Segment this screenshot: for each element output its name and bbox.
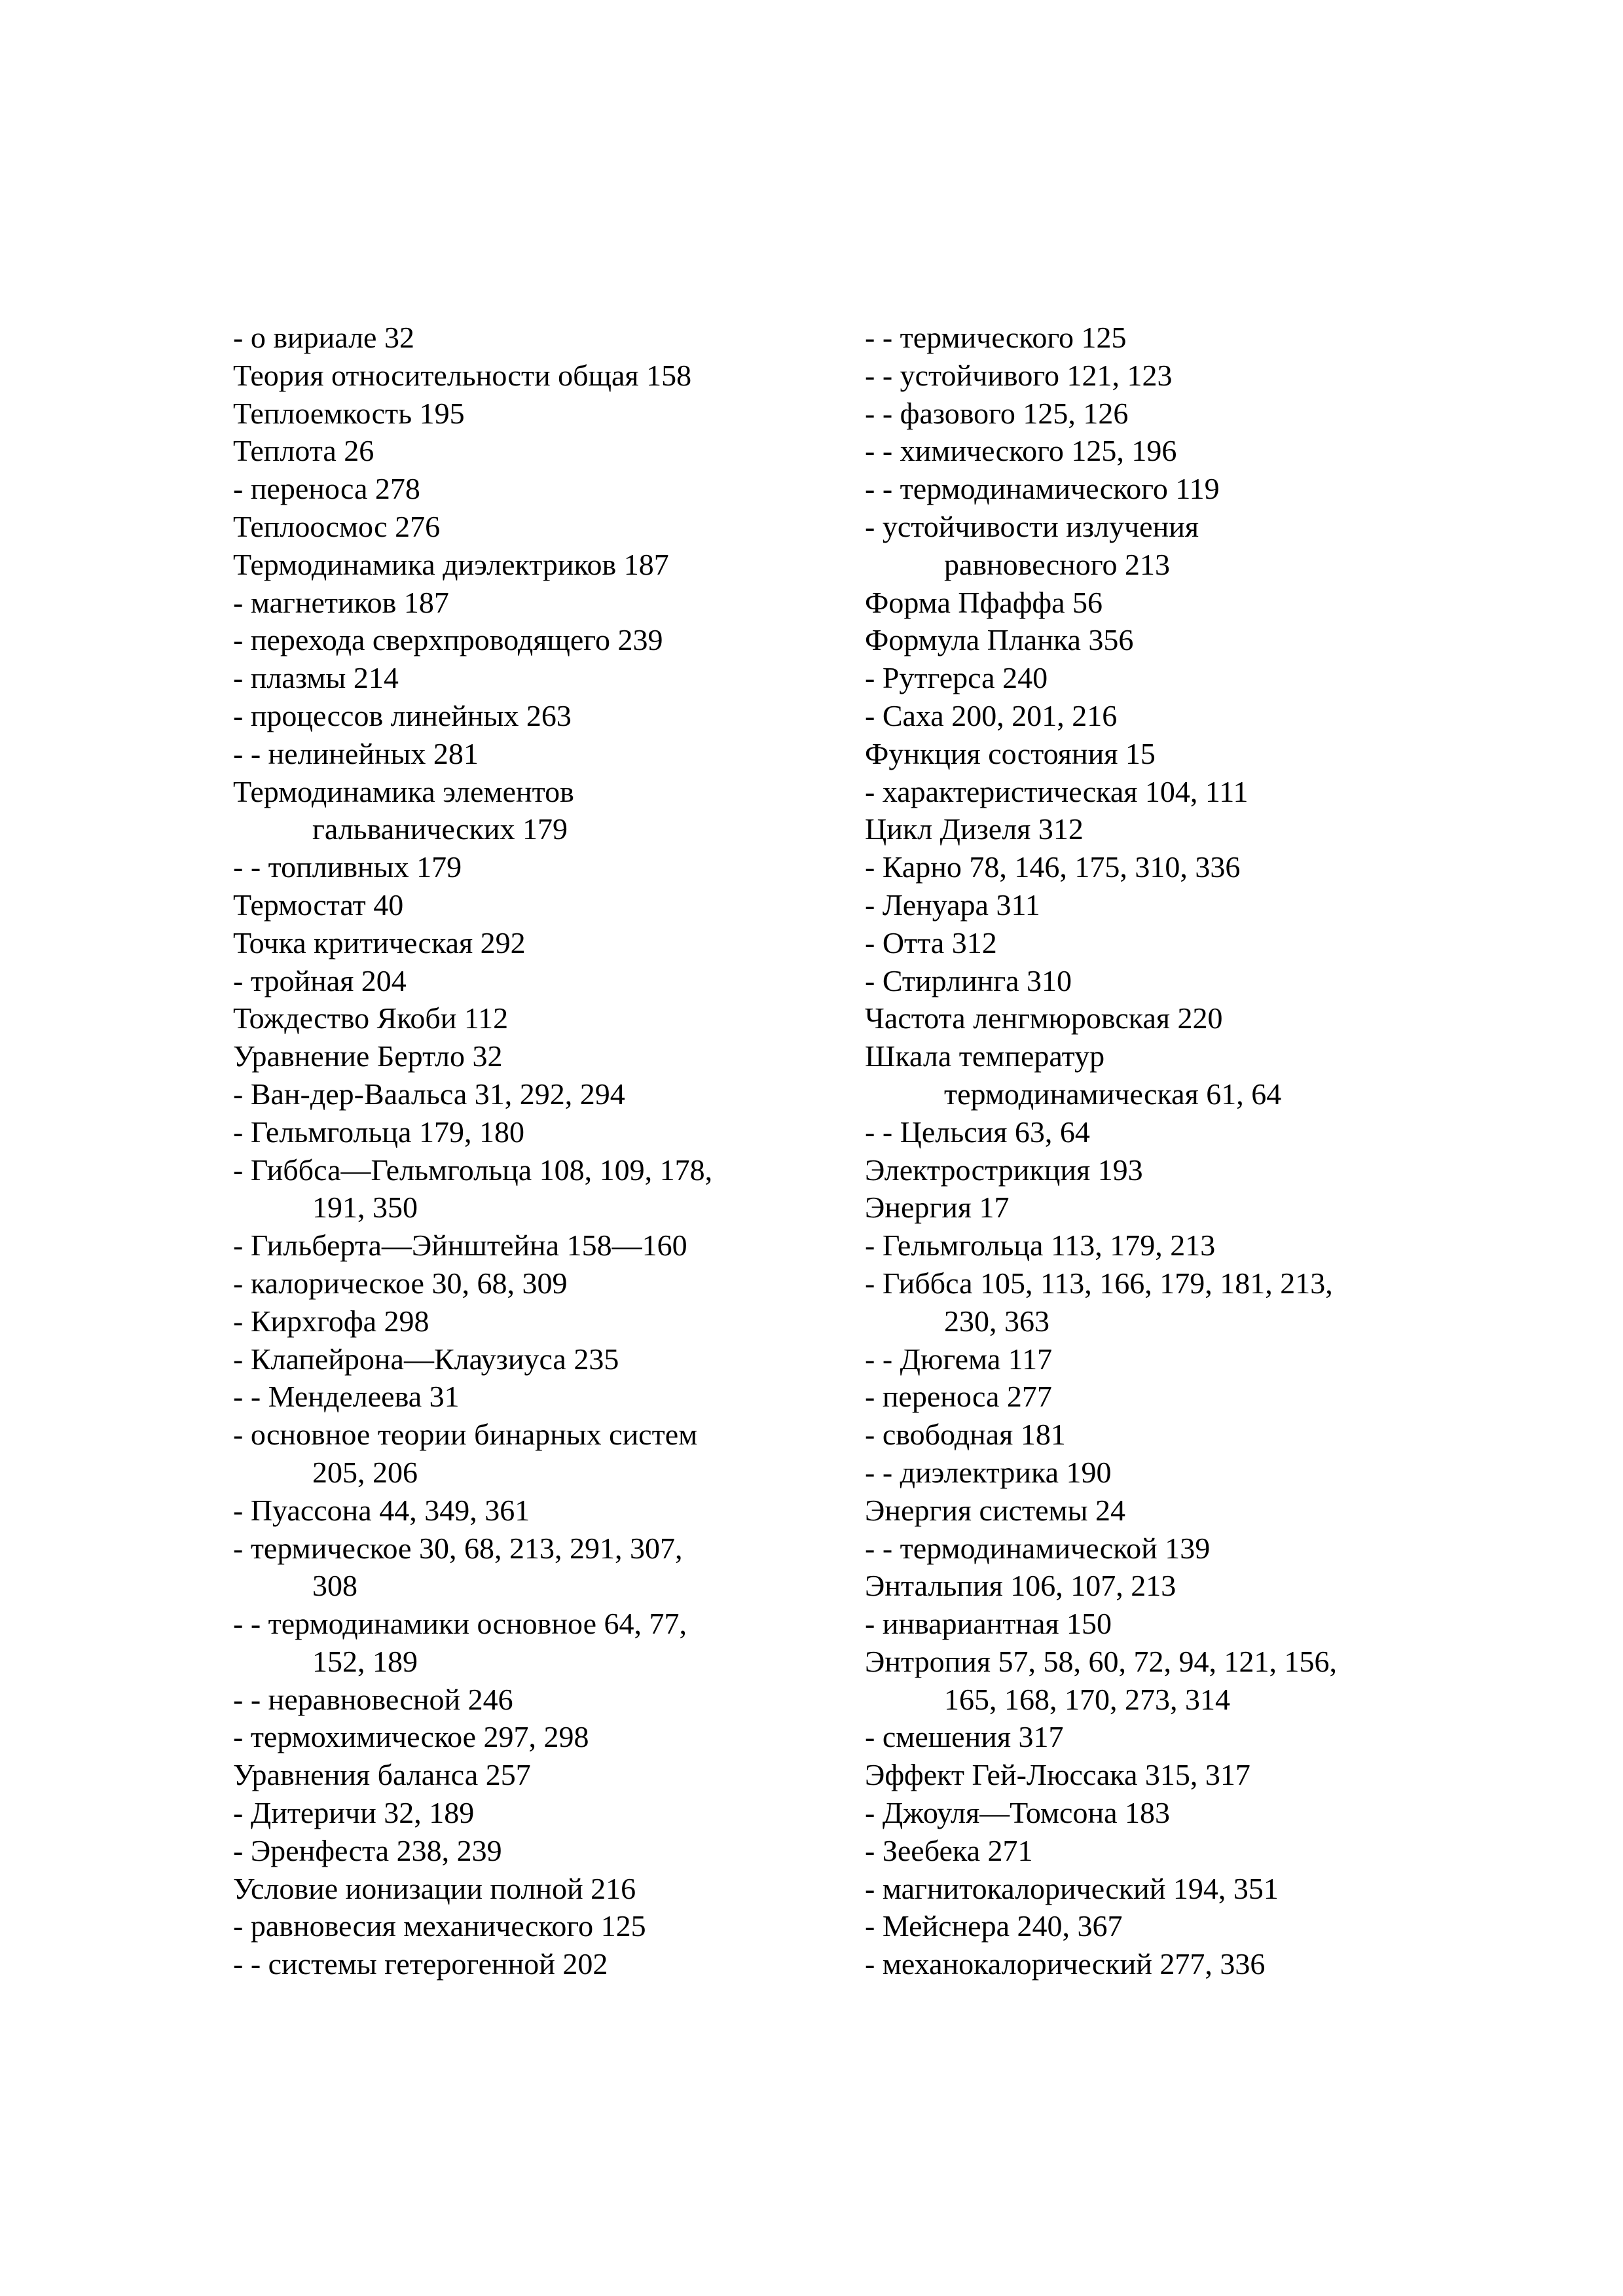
index-entry: - - Дюгема 117 xyxy=(865,1342,1053,1376)
index-entry: - переноса 278 xyxy=(233,472,420,506)
index-entry: - Отта 312 xyxy=(865,925,997,960)
index-entry: - Ленуара 311 xyxy=(865,888,1040,922)
index-entry-continuation: термодинамическая 61, 64 xyxy=(944,1077,1282,1111)
index-entry: - магнетиков 187 xyxy=(233,585,449,619)
index-entry: Энергия 17 xyxy=(865,1191,1010,1225)
index-entry: - процессов линейных 263 xyxy=(233,698,572,732)
index-entry: - Гиббса—Гельмгольца 108, 109, 178, xyxy=(233,1153,713,1187)
index-entry: - Гиббса 105, 113, 166, 179, 181, 213, xyxy=(865,1266,1333,1300)
index-entry: - - диэлектрика 190 xyxy=(865,1455,1112,1489)
index-column-left xyxy=(233,319,822,1983)
index-entry: - - термодинамической 139 xyxy=(865,1531,1211,1565)
index-entry-continuation: 191, 350 xyxy=(312,1191,418,1225)
index-entry: - устойчивости излучения xyxy=(865,509,1199,543)
index-entry: - инвариантная 150 xyxy=(865,1607,1112,1641)
index-entry: Теплоемкость 195 xyxy=(233,396,465,430)
index-entry: - - устойчивого 121, 123 xyxy=(865,358,1173,392)
index-entry: Электрострикция 193 xyxy=(865,1153,1143,1187)
index-entry: - - неравновесной 246 xyxy=(233,1682,513,1716)
index-entry: - Гельмгольца 113, 179, 213 xyxy=(865,1229,1216,1263)
index-entry: - смешения 317 xyxy=(865,1720,1064,1754)
index-entry: - плазмы 214 xyxy=(233,661,399,695)
index-entry: Уравнения баланса 257 xyxy=(233,1758,531,1792)
index-entry: - - термического 125 xyxy=(865,321,1127,354)
index-entry: Термодинамика элементов xyxy=(233,774,574,808)
index-entry: Формула Планка 356 xyxy=(865,623,1134,657)
index-entry: Теплота 26 xyxy=(233,434,374,468)
index-entry: Условие ионизации полной 216 xyxy=(233,1871,636,1905)
index-entry-continuation: 205, 206 xyxy=(312,1455,418,1489)
index-entry: - калорическое 30, 68, 309 xyxy=(233,1266,568,1300)
index-entry: - - Цельсия 63, 64 xyxy=(865,1115,1090,1149)
index-entry: - Гельмгольца 179, 180 xyxy=(233,1115,524,1149)
index-entry: Уравнение Бертло 32 xyxy=(233,1039,503,1073)
index-entry: Термостат 40 xyxy=(233,888,404,922)
index-entry: - - Менделеева 31 xyxy=(233,1380,460,1414)
index-entry: - Рутгерса 240 xyxy=(865,661,1048,695)
index-entry: Функция состояния 15 xyxy=(865,736,1156,770)
index-entry: - переноса 277 xyxy=(865,1380,1052,1414)
index-entry: Энергия системы 24 xyxy=(865,1493,1126,1527)
index-entry-continuation: 152, 189 xyxy=(312,1644,418,1678)
index-entry: Теория относительности общая 158 xyxy=(233,358,692,392)
index-entry: - Саха 200, 201, 216 xyxy=(865,698,1118,732)
index-entry: - Стирлинга 310 xyxy=(865,963,1072,997)
index-entry: Тождество Якоби 112 xyxy=(233,1001,509,1035)
index-entry: - - термодинамического 119 xyxy=(865,472,1220,506)
index-entry: - Ван-дер-Ваальса 31, 292, 294 xyxy=(233,1077,625,1111)
index-entry: - термохимическое 297, 298 xyxy=(233,1720,589,1754)
index-entry: - равновесия механического 125 xyxy=(233,1909,646,1943)
index-entry: Цикл Дизеля 312 xyxy=(865,812,1084,846)
index-entry: - характеристическая 104, 111 xyxy=(865,774,1249,808)
index-entry: Теплоосмос 276 xyxy=(233,509,441,543)
index-entry: - - фазового 125, 126 xyxy=(865,396,1129,430)
index-entry: - магнитокалорический 194, 351 xyxy=(865,1871,1279,1905)
index-entry: - Кирхгофа 298 xyxy=(233,1304,429,1338)
index-column-right xyxy=(865,319,1454,1983)
index-entry: - Зеебека 271 xyxy=(865,1833,1033,1867)
index-entry: - Мейснера 240, 367 xyxy=(865,1909,1123,1943)
index-entry: - - нелинейных 281 xyxy=(233,736,479,770)
index-entry-continuation: 165, 168, 170, 273, 314 xyxy=(944,1682,1230,1716)
index-entry: - Эренфеста 238, 239 xyxy=(233,1833,502,1867)
index-entry: Термодинамика диэлектриков 187 xyxy=(233,547,669,581)
index-entry: - Карно 78, 146, 175, 310, 336 xyxy=(865,850,1241,884)
index-entry-continuation: 230, 363 xyxy=(944,1304,1049,1338)
index-entry: Форма Пфаффа 56 xyxy=(865,585,1103,619)
index-entry: - - системы гетерогенной 202 xyxy=(233,1947,608,1981)
index-entry: Точка критическая 292 xyxy=(233,925,526,960)
index-entry-continuation: 308 xyxy=(312,1569,357,1603)
index-entry: Эффект Гей-Люссака 315, 317 xyxy=(865,1758,1250,1792)
index-entry: - Джоуля—Томсона 183 xyxy=(865,1796,1170,1830)
index-entry-continuation: гальванических 179 xyxy=(312,812,568,846)
index-entry: - Гильберта—Эйнштейна 158—160 xyxy=(233,1229,687,1263)
index-entry: - о вириале 32 xyxy=(233,321,414,354)
index-entry: - тройная 204 xyxy=(233,963,407,997)
index-entry: - Клапейрона—Клаузиуса 235 xyxy=(233,1342,619,1376)
index-entry-continuation: равновесного 213 xyxy=(944,547,1171,581)
index-entry: - Пуассона 44, 349, 361 xyxy=(233,1493,530,1527)
index-entry: - Дитеричи 32, 189 xyxy=(233,1796,475,1830)
index-entry: - - химического 125, 196 xyxy=(865,434,1177,468)
index-entry: Энтальпия 106, 107, 213 xyxy=(865,1569,1176,1603)
index-entry: Энтропия 57, 58, 60, 72, 94, 121, 156, xyxy=(865,1644,1338,1678)
index-entry: - перехода сверхпроводящего 239 xyxy=(233,623,663,657)
index-entry: - - термодинамики основное 64, 77, xyxy=(233,1607,687,1641)
index-entry: Частота ленгмюровская 220 xyxy=(865,1001,1223,1035)
index-entry: - основное теории бинарных систем xyxy=(233,1418,698,1452)
index-entry: - термическое 30, 68, 213, 291, 307, xyxy=(233,1531,683,1565)
index-entry: - механокалорический 277, 336 xyxy=(865,1947,1266,1981)
index-entry: Шкала температур xyxy=(865,1039,1105,1073)
index-entry: - свободная 181 xyxy=(865,1418,1066,1452)
index-entry: - - топливных 179 xyxy=(233,850,462,884)
